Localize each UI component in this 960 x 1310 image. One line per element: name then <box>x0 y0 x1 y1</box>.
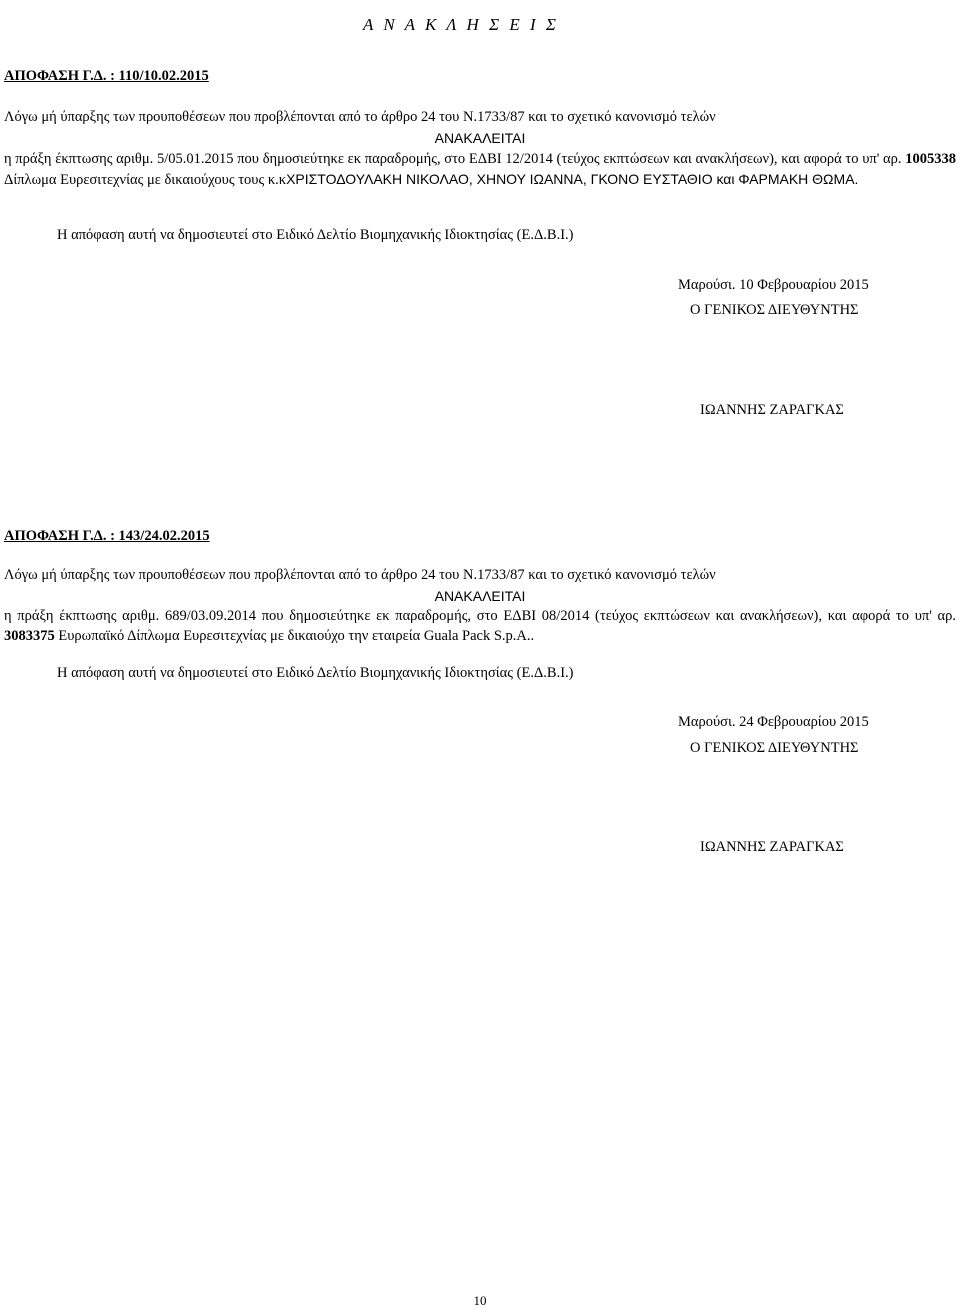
decision-1-publish-note: Η απόφαση αυτή να δημοσιευτεί στο Ειδικό Δελτίο Βιομηχανικής Ιδιοκτησίας (Ε.Δ.Β.Ι.) <box>57 227 574 243</box>
decision-1-place-date: Μαρούσι. 10 Φεβρουαρίου 2015 <box>678 277 869 293</box>
decision-1-heading: ΑΠΟΦΑΣΗ Γ.Δ. : 110/10.02.2015 <box>4 68 209 84</box>
decision-1-reason: Λόγω μή ύπαρξης των προυποθέσεων που προβλέπονται από το άρθρο 24 του Ν.1733/87 και το σχετικό κανονισμό τελών <box>4 109 716 125</box>
decision-2-signatory-name: ΙΩΑΝΝΗΣ ΖΑΡΑΓΚΑΣ <box>700 839 844 855</box>
decision-2-patent-number: 3083375 <box>4 628 55 644</box>
decision-2-reason: Λόγω μή ύπαρξης των προυποθέσεων που προβλέπονται από το άρθρο 24 του Ν.1733/87 και το σχετικό κανονισμό τελών <box>4 567 716 583</box>
decision-2-place-date: Μαρούσι. 24 Φεβρουαρίου 2015 <box>678 714 869 730</box>
decision-1-body-text: η πράξη έκπτωσης αριθμ. 5/05.01.2015 που δημοσιεύτηκε εκ παραδρομής, στο ΕΔΒΙ 12/2014 (τεύχος εκπτώσεων και ανακλήσεων), και αφορά το υπ' αρ. <box>4 151 902 167</box>
decision-1-revoke-label: ΑΝΑΚΑΛΕΙΤΑΙ <box>434 130 526 146</box>
decision-2-revoke-label: ΑΝΑΚΑΛΕΙΤΑΙ <box>434 588 526 604</box>
page-number: 10 <box>473 1293 487 1308</box>
decision-2-body-text-2: Ευρωπαϊκό Δίπλωμα Ευρεσιτεχνίας με δικαιούχο την εταιρεία Guala Pack S.p.A.. <box>58 628 535 644</box>
decision-1-patent-number: 1005338 <box>905 151 956 167</box>
decision-2-body-text: η πράξη έκπτωσης αριθμ. 689/03.09.2014 που δημοσιεύτηκε εκ παραδρομής, στο ΕΔΒΙ 08/2014 (τεύχος εκπτώσεων και ανακλήσεων), και αφορά το υπ' αρ. <box>4 608 956 624</box>
decision-2-publish-note: Η απόφαση αυτή να δημοσιευτεί στο Ειδικό Δελτίο Βιομηχανικής Ιδιοκτησίας (Ε.Δ.Β.Ι.) <box>57 665 574 681</box>
decision-2-heading: ΑΠΟΦΑΣΗ Γ.Δ. : 143/24.02.2015 <box>4 528 210 544</box>
decision-1-holders: ΧΡΙΣΤΟΔΟΥΛΑΚΗ ΝΙΚΟΛΑΟ, ΧΗΝΟΥ ΙΩΑΝΝΑ, ΓΚΟΝΟ ΕΥΣΤΑΘΙΟ και ΦΑΡΜΑΚΗ ΘΩΜΑ. <box>286 171 859 187</box>
section-title: Α Ν Α Κ Λ Η Σ Ε Ι Σ <box>363 15 559 34</box>
decision-1-body-text-2: Δίπλωμα Ευρεσιτεχνίας με δικαιούχους τους κ.κ <box>4 172 287 188</box>
decision-1-body <box>4 149 956 190</box>
decision-2-signatory-title: Ο ΓΕΝΙΚΟΣ ΔΙΕΥΘΥΝΤΗΣ <box>690 740 859 756</box>
decision-1-signatory-name: ΙΩΑΝΝΗΣ ΖΑΡΑΓΚΑΣ <box>700 402 844 418</box>
decision-2-body <box>4 606 956 646</box>
decision-1-signatory-title: Ο ΓΕΝΙΚΟΣ ΔΙΕΥΘΥΝΤΗΣ <box>690 302 859 318</box>
